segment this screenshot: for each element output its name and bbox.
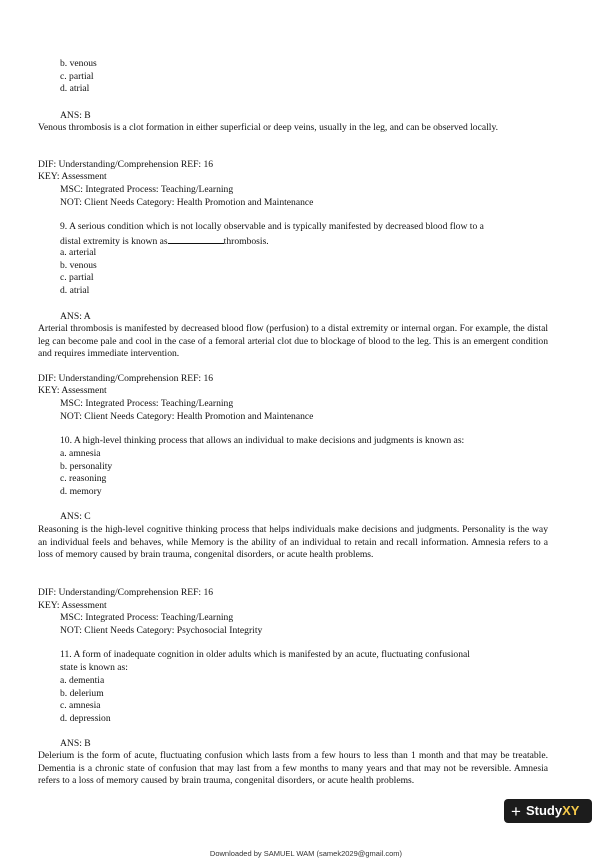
q8-dif: DIF: Understanding/Comprehension REF: 16: [38, 159, 214, 170]
option: c. reasoning: [60, 473, 107, 485]
q9-key: KEY: Assessment: [38, 385, 107, 396]
answer-blank: [168, 234, 224, 244]
option: b. venous: [60, 259, 97, 271]
q10-stem: 10. A high-level thinking process that allows an individual to make decisions and judgments is known as:: [60, 435, 465, 446]
q9-dif: DIF: Understanding/Comprehension REF: 16: [38, 373, 214, 384]
download-footer: Downloaded by SAMUEL WAM (samek2029@gmail.com): [209, 849, 403, 858]
option: b. personality: [60, 460, 113, 472]
q9-msc: MSC: Integrated Process: Teaching/Learning: [60, 398, 234, 409]
q8-msc: MSC: Integrated Process: Teaching/Learning: [60, 184, 234, 195]
option: d. depression: [60, 712, 111, 724]
stem-line: 11. A form of inadequate cognition in older adults which is manifested by an acute, fluctuating confusional: [60, 649, 470, 660]
q8-answer: ANS: B: [60, 110, 91, 121]
q9-explanation: Arterial thrombosis is manifested by decreased blood flow (perfusion) to a distal extremity or internal organ. For example, the distal leg can become pale and cool in the case of a femoral arterial clot due to blockage of blood to the leg. This is an emergent condition and requires immediate intervention.: [38, 323, 548, 360]
option: d. atrial: [60, 284, 90, 296]
plus-icon: +: [511, 801, 521, 821]
q10-msc: MSC: Integrated Process: Teaching/Learning: [60, 612, 234, 623]
option: b. venous: [60, 58, 97, 69]
q11-options: [60, 675, 111, 725]
q10-explanation: Reasoning is the high-level cognitive thinking process that helps individuals make decisions and judgments. Personality is the way an individual feels and behaves, while Memory is the ability of an individual to retain and recall information. Amnesia refers to a loss of memory caused by brain trauma, congenital disorders, or acute health problems.: [38, 524, 548, 561]
q9-answer: ANS: A: [60, 311, 91, 322]
stem-line: 9. A serious condition which is not locally observable and is typically manifested by decreased blood flow to a: [60, 221, 484, 232]
q8-key: KEY: Assessment: [38, 171, 107, 182]
stem-line: state is known as:: [60, 661, 128, 673]
option: a. amnesia: [60, 448, 101, 459]
q11-answer: ANS: B: [60, 738, 91, 749]
option: c. amnesia: [60, 700, 101, 712]
q11-stem: [60, 649, 470, 674]
option: a. dementia: [60, 675, 105, 686]
q8-options: [60, 58, 97, 96]
option: d. memory: [60, 485, 102, 497]
q11-explanation: Delerium is the form of acute, fluctuating confusion which lasts from a few hours to less than 1 month and that may be treatable. Dementia is a chronic state of confusion that may last from a few months to many years and that may not be reversible. Amnesia refers to a loss of memory caused by brain trauma, congenital disorders, or acute health problems.: [38, 750, 548, 787]
stem-line: distal extremity is known as thrombosis.: [60, 235, 269, 247]
option: c. partial: [60, 70, 94, 82]
option: d. atrial: [60, 83, 90, 95]
q9-not: NOT: Client Needs Category: Health Promotion and Maintenance: [60, 411, 314, 422]
option: a. arterial: [60, 247, 97, 258]
q10-key: KEY: Assessment: [38, 600, 107, 611]
brand-text: Study: [525, 802, 563, 818]
option: c. partial: [60, 272, 94, 284]
q8-not: NOT: Client Needs Category: Health Promotion and Maintenance: [60, 197, 314, 208]
q10-dif: DIF: Understanding/Comprehension REF: 16: [38, 587, 214, 598]
q9-stem: [60, 221, 484, 248]
q10-not: NOT: Client Needs Category: Psychosocial Integrity: [60, 625, 263, 636]
q8-explanation: Venous thrombosis is a clot formation in either superficial or deep veins, usually in the leg, and can be observed locally.: [38, 122, 499, 133]
q9-options: [60, 247, 97, 297]
option: b. delerium: [60, 687, 104, 699]
q10-options: [60, 448, 112, 498]
q10-answer: ANS: C: [60, 511, 91, 522]
brand-text-accent: XY: [562, 802, 580, 818]
studyxy-badge[interactable]: [504, 799, 592, 823]
